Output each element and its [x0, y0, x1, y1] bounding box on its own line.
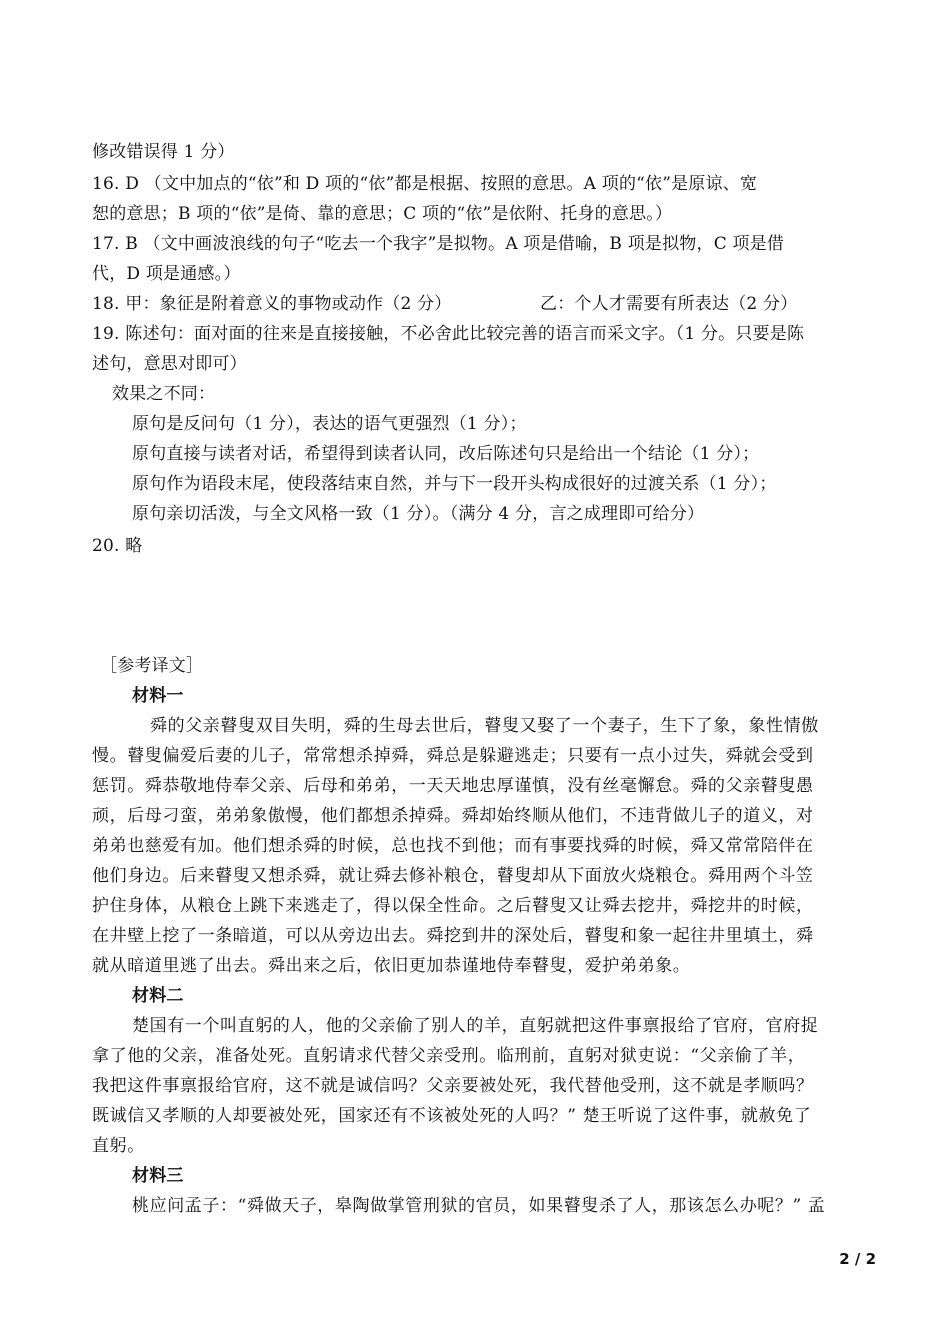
material-1-line: 慢。瞽叟偏爱后妻的儿子，常常想杀掉舜，舜总是躲避逃走；只要有一点小过失，舜就会受到: [92, 746, 814, 766]
answer-19-effect-1: 原句是反问句（1 分），表达的语气更强烈（1 分）；: [132, 414, 527, 434]
material-2-title: 材料二: [132, 986, 184, 1006]
answer-18-part-b: 乙：个人才需要有所表达（2 分）: [540, 294, 798, 314]
material-1-line: 护住身体，从粮仓上跳下来逃走了，得以保全性命。之后瞽叟又让舜去挖井，舜挖井的时候，: [92, 896, 814, 916]
material-1-line: 他们身边。后来瞽叟又想杀舜，就让舜去修补粮仓，瞽叟却从下面放火烧粮仓。舜用两个斗笠: [92, 866, 814, 886]
answer-16-line-2: 恕的意思；B 项的“依”是倚、靠的意思；C 项的“依”是依附、托身的意思。）: [92, 204, 673, 224]
material-1-line: 顽，后母刁蛮，弟弟象傲慢，他们都想杀掉舜。舜却始终顺从他们，不违背做儿子的道义，对: [92, 806, 814, 826]
answer-19-effect-title: 效果之不同：: [112, 384, 216, 404]
material-1-line: 舜的父亲瞽叟双目失明，舜的生母去世后，瞽叟又娶了一个妻子，生下了象，象性情傲: [150, 716, 819, 736]
material-2-line: 既诚信又孝顺的人却要被处死，国家还有不该被处死的人吗？” 楚王听说了这件事，就赦免了: [92, 1106, 812, 1126]
material-2-line: 我把这件事禀报给官府，这不就是诚信吗？父亲要被处死，我代替他受刑，这不就是孝顺吗？: [92, 1076, 814, 1096]
material-2-line: 拿了他的父亲，准备处死。直躬请求代替父亲受刑。临刑前，直躬对狱吏说：“父亲偷了羊，: [92, 1046, 806, 1066]
material-2-line: 楚国有一个叫直躬的人，他的父亲偷了别人的羊，直躬就把这件事禀报给了官府，官府捉: [132, 1016, 819, 1036]
answer-17-line-2: 代，D 项是通感。）: [92, 264, 241, 284]
answer-19-line-2: 述句，意思对即可）: [92, 354, 247, 374]
answer-19-effect-2: 原句直接与读者对话，希望得到读者认同，改后陈述句只是给出一个结论（1 分）；: [132, 444, 760, 464]
answer-18-part-a: 18. 甲：象征是附着意义的事物或动作（2 分）: [92, 294, 452, 314]
answer-line: 修改错误得 1 分）: [92, 142, 235, 162]
answer-20: 20. 略: [92, 536, 143, 556]
translation-header: ［参考译文］: [100, 656, 204, 676]
material-1-line: 惩罚。舜恭敬地侍奉父亲、后母和弟弟，一天天地忠厚谨慎，没有丝毫懈怠。舜的父亲瞽叟愚: [92, 776, 814, 796]
answer-19-effect-3: 原句作为语段末尾，使段落结束自然，并与下一段开头构成很好的过渡关系（1 分）；: [132, 474, 777, 494]
material-3-line: 桃应问孟子：“舜做天子，皋陶做掌管刑狱的官员，如果瞽叟杀了人，那该怎么办呢？” 孟: [132, 1196, 826, 1216]
material-1-line: 就从暗道里逃了出去。舜出来之后，依旧更加恭谨地侍奉瞽叟，爱护弟弟象。: [92, 956, 691, 976]
material-1-line: 弟弟也慈爱有加。他们想杀舜的时候，总也找不到他；而有事要找舜的时候，舜又常常陪伴在: [92, 836, 814, 856]
answer-19-effect-4: 原句亲切活泼，与全文风格一致（1 分）。（满分 4 分，言之成理即可给分）: [132, 504, 705, 524]
page-number: 2 / 2: [839, 1250, 876, 1268]
material-2-line: 直躬。: [92, 1136, 145, 1156]
answer-19-line-1: 19. 陈述句：面对面的往来是直接接触，不必舍此比较完善的语言而采文字。（1 分。只要是陈: [92, 324, 805, 344]
material-1-line: 在井壁上挖了一条暗道，可以从旁边出去。舜挖到井的深处后，瞽叟和象一起往井里填土，舜: [92, 926, 814, 946]
material-1-title: 材料一: [132, 686, 184, 706]
answer-17-line-1: 17. B （文中画波浪线的句子“吃去一个我字”是拟物。A 项是借喻，B 项是拟物，C 项是借: [92, 234, 785, 254]
material-3-title: 材料三: [132, 1166, 184, 1186]
answer-16-line-1: 16. D （文中加点的“依”和 D 项的“依”都是根据、按照的意思。A 项的“依”是原谅、宽: [92, 174, 758, 194]
